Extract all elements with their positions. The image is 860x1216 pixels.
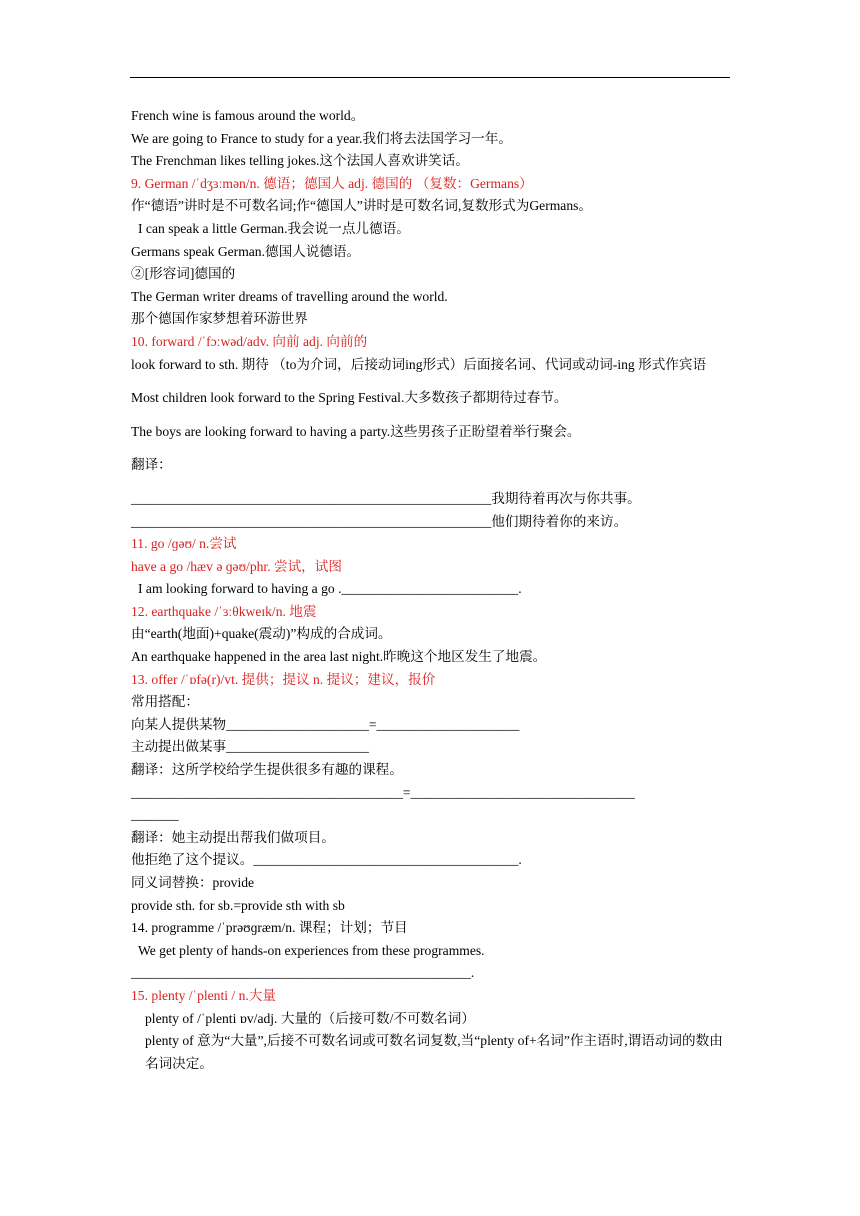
usage-note: 常用搭配： xyxy=(131,694,199,710)
fill-blank-line: 主动提出做某事_____________________ xyxy=(131,739,369,755)
vocab-heading-offer: 13. offer /ˈɒfə(r)/vt. 提供；提议 n. 提议；建议，报价 xyxy=(131,671,436,687)
vocab-phrase-have-a-go: have a go /hæv ə ɡəʊ/phr. 尝试，试图 xyxy=(131,558,342,574)
example-sentence: The Frenchman likes telling jokes.这个法国人喜欢讲笑话。 xyxy=(131,153,469,169)
synonym-note: provide sth. for sb.=provide sth with sb xyxy=(131,897,345,913)
fill-blank-line: _____________________________________________________他们期待着你的来访。 xyxy=(131,513,628,529)
fill-blank-line: _____________________________________________________我期待着再次与你共事。 xyxy=(131,490,641,506)
vocab-heading-earthquake: 12. earthquake /ˈɜːθkweɪk/n. 地震 xyxy=(131,603,317,619)
usage-note: look forward to sth. 期待 （to为介词，后接动词ing形式）后面接名词、代词或动词-ing 形式作宾语 xyxy=(131,356,707,372)
fill-blank-line: 他拒绝了这个提议。_______________________________________. xyxy=(131,852,522,868)
header-rule xyxy=(130,77,730,78)
vocab-heading-german: 9. German /ˈdʒɜːmən/n. 德语；德国人 adj. 德国的 （复数：Germans） xyxy=(131,175,533,191)
vocab-heading-go: 11. go /ɡəʊ/ n.尝试 xyxy=(131,536,237,552)
translate-label: 翻译：她主动提出帮我们做项目。 xyxy=(131,829,335,845)
example-sentence: I can speak a little German.我会说一点儿德语。 xyxy=(138,220,410,236)
usage-note: 由“earth(地面)+quake(震动)”构成的合成词。 xyxy=(131,626,392,642)
synonym-note: 同义词替换：provide xyxy=(131,875,255,890)
example-sentence: The German writer dreams of travelling around the world. xyxy=(131,288,448,304)
example-sentence: The boys are looking forward to having a party.这些男孩子正盼望着举行聚会。 xyxy=(131,423,581,439)
example-sentence: Germans speak German.德国人说德语。 xyxy=(131,243,361,259)
document-body xyxy=(131,105,731,1075)
fill-blank-line: I am looking forward to having a go .__________________________. xyxy=(138,581,522,597)
vocab-heading-plenty: 15. plenty /ˈplenti / n.大量 xyxy=(131,987,276,1003)
example-translation: 那个德国作家梦想着环游世界 xyxy=(131,311,308,327)
usage-note: plenty of 意为“大量”,后接不可数名词或可数名词复数,当“plenty of+名词”作主语时,谓语动词的数由名词决定。 xyxy=(145,1033,723,1071)
fill-blank-line: _______ xyxy=(131,807,179,823)
vocab-heading-forward: 10. forward /ˈfɔːwəd/adv. 向前 adj. 向前的 xyxy=(131,333,368,349)
vocab-phrase-plenty-of: plenty of /ˈplenti ɒv/adj. 大量的（后接可数/不可数名词） xyxy=(145,1010,475,1026)
sense-label: ②[形容词]德国的 xyxy=(131,266,236,282)
fill-blank-line: __________________________________________________. xyxy=(131,965,475,981)
example-sentence: We get plenty of hands-on experiences from these programmes. xyxy=(138,942,485,958)
example-sentence: Most children look forward to the Spring Festival.大多数孩子都期待过春节。 xyxy=(131,390,568,406)
translate-label: 翻译： xyxy=(131,457,172,473)
fill-blank-line: ________________________________________=_________________________________ xyxy=(131,784,635,800)
example-sentence: An earthquake happened in the area last night.昨晚这个地区发生了地震。 xyxy=(131,649,547,665)
usage-note: 作“德语”讲时是不可数名词;作“德国人”讲时是可数名词,复数形式为Germans。 xyxy=(131,198,593,214)
example-sentence: French wine is famous around the world。 xyxy=(131,108,365,123)
translate-label: 翻译：这所学校给学生提供很多有趣的课程。 xyxy=(131,762,403,778)
fill-blank-line: 向某人提供某物_____________________=_____________________ xyxy=(131,716,520,732)
vocab-heading-programme: 14. programme /ˈprəʊɡræm/n. 课程；计划；节目 xyxy=(131,920,408,936)
example-sentence: We are going to France to study for a year.我们将去法国学习一年。 xyxy=(131,130,512,146)
